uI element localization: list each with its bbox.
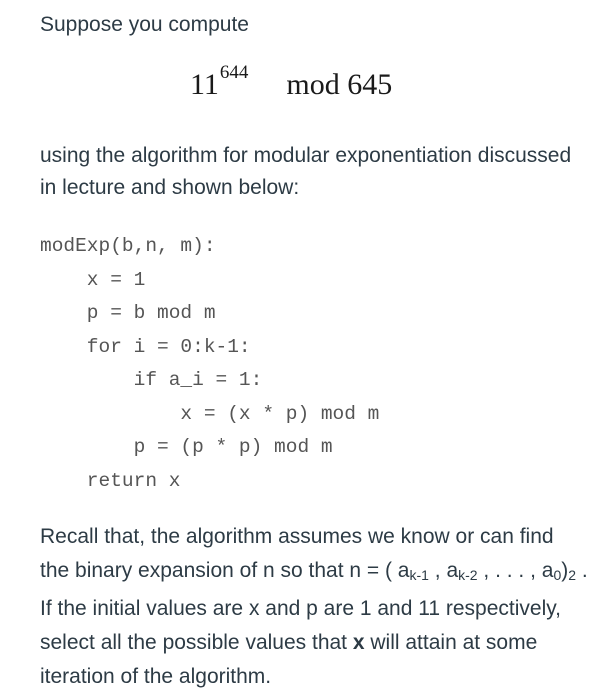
code-line: if a_i = 1:	[40, 369, 263, 391]
code-line: for i = 0:k-1:	[40, 335, 251, 358]
bold-variable: x	[352, 631, 365, 654]
question-part: will attain at some iteration of the algorithm.	[40, 631, 538, 688]
code-line: x = 1	[40, 268, 146, 291]
subscript: 0	[553, 567, 562, 583]
question-part: , . . . , a	[477, 559, 554, 582]
math-modulus: 645	[347, 68, 393, 101]
math-exponent: 644	[219, 62, 249, 83]
question-part: )	[561, 559, 569, 582]
question-part: Recall that, the algorithm assumes we know or can find the binary expansion of n so that n = ( a	[40, 525, 554, 582]
math-mod-operator: mod	[286, 68, 340, 101]
math-expression	[190, 62, 393, 102]
code-line: return x	[40, 469, 181, 492]
subscript: k-2	[458, 567, 478, 583]
question-part: . If the initial values are x and p are 1 and 11 respectively, select all the possible values that	[40, 559, 588, 654]
code-line: p = b mod m	[40, 302, 216, 324]
code-line: p = (p * p) mod m	[40, 436, 333, 458]
code-line: modExp(b,n, m):	[40, 235, 216, 257]
code-line: x = (x * p) mod m	[40, 402, 380, 425]
question-part: , a	[428, 559, 459, 582]
question-text	[40, 520, 588, 694]
algorithm-intro-text: using the algorithm for modular exponentiation discussed in lecture and shown below:	[40, 144, 572, 199]
math-base: 11	[190, 68, 219, 101]
intro-text: Suppose you compute	[40, 13, 249, 36]
subscript: 2	[568, 567, 577, 583]
subscript: k-1	[409, 567, 429, 583]
code-block	[40, 230, 379, 498]
